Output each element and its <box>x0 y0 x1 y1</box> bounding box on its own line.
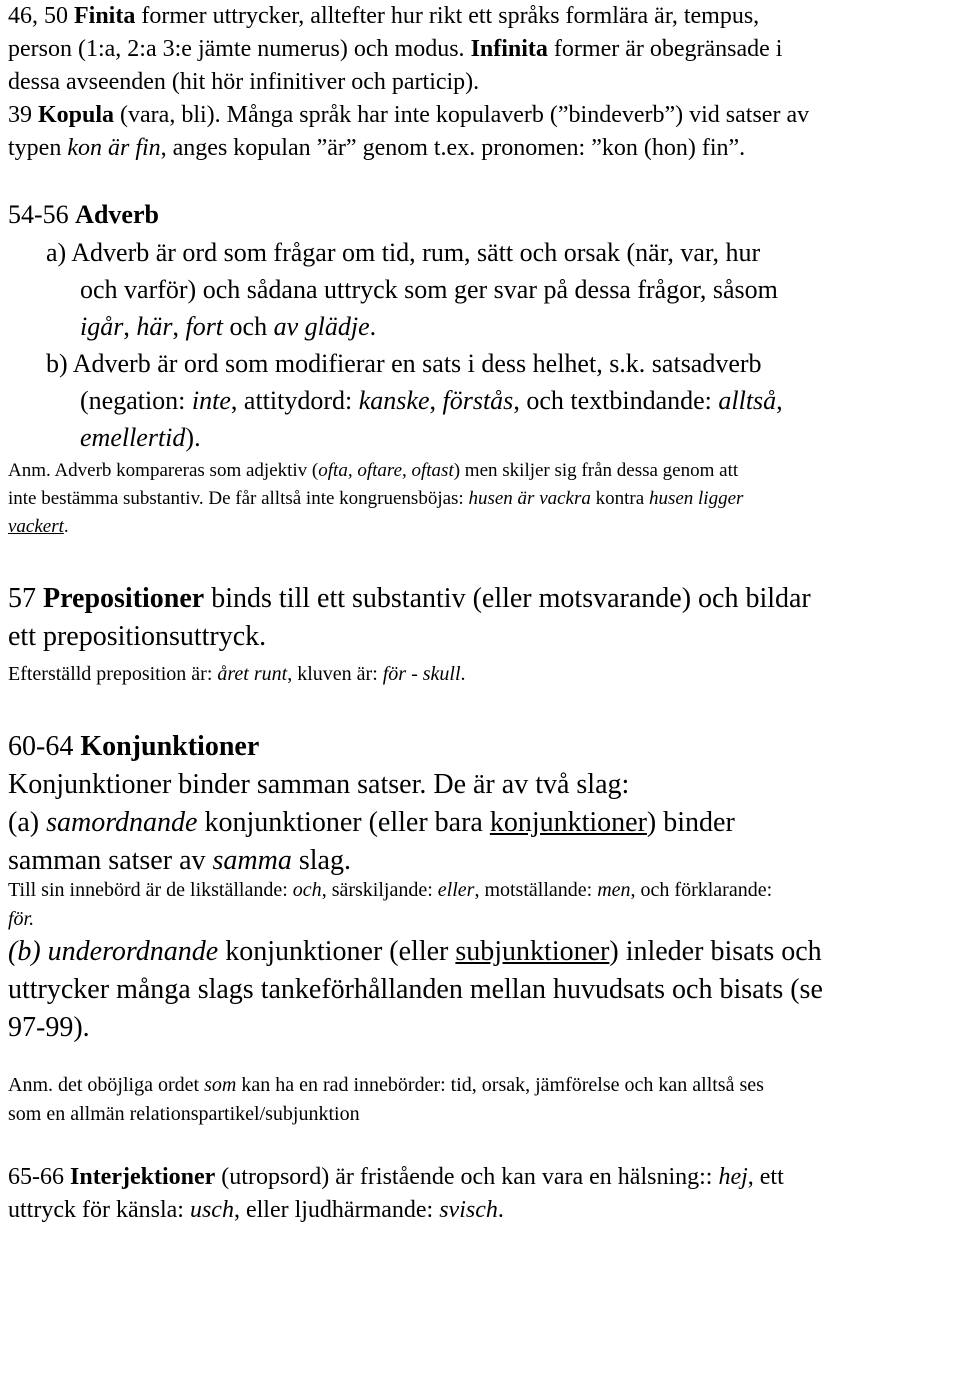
text-line: för. <box>8 908 35 930</box>
text-line: 65-66 Interjektioner (utropsord) är fristående och kan vara en hälsning:: hej, ett <box>8 1164 784 1190</box>
text-line: (b) underordnande konjunktioner (eller subjunktioner) inleder bisats och <box>8 936 822 967</box>
text-line: ett prepositionsuttryck. <box>8 621 267 652</box>
text-line: 39 Kopula (vara, bli). Många språk har inte kopulaverb (”bindeverb”) vid satser av <box>8 102 810 128</box>
konjunktioner-note-a <box>8 876 772 934</box>
text-line: Anm. Adverb kompareras som adjektiv (ofta, oftare, oftast) men skiljer sig från dessa genom att <box>8 460 739 481</box>
finita-kopula-paragraph <box>8 0 809 165</box>
text-line: Anm. det oböjliga ordet som kan ha en rad innebörder: tid, orsak, jämförelse och kan alltså ses <box>8 1074 764 1096</box>
text-line: person (1:a, 2:a 3:e jämte numerus) och modus. Infinita former är obegränsade i <box>8 36 783 62</box>
text-line: 57 Prepositioner binds till ett substantiv (eller motsvarande) och bildar <box>8 583 811 614</box>
konjunktioner-paragraph-a <box>8 766 735 880</box>
text-line: a) Adverb är ord som frågar om tid, rum, sätt och orsak (när, var, hur <box>46 238 761 267</box>
prepositioner-example: Efterställd preposition är: året runt, kluven är: för - skull. <box>8 663 466 685</box>
text-line: inte bestämma substantiv. De får alltså inte kongruensböjas: husen är vackra kontra husen ligger <box>8 488 744 509</box>
adverb-definition-a <box>8 234 778 345</box>
text-line: som en allmän relationspartikel/subjunktion <box>8 1103 360 1125</box>
text-line: 46, 50 Finita former uttrycker, alltefter hur rikt ett språks formlära är, tempus, <box>8 3 760 29</box>
text-line: emellertid). <box>80 423 201 452</box>
text-line: typen kon är fin, anges kopulan ”är” genom t.ex. pronomen: ”kon (hon) fin”. <box>8 135 746 161</box>
interjektioner-paragraph <box>8 1161 784 1227</box>
konjunktioner-heading: 60-64 Konjunktioner <box>8 731 260 762</box>
text-line: dessa avseenden (hit hör infinitiver och particip). <box>8 69 480 95</box>
text-line: (negation: inte, attitydord: kanske, förstås, och textbindande: alltså, <box>80 386 783 415</box>
text-line: b) Adverb är ord som modifierar en sats i dess helhet, s.k. satsadverb <box>46 349 762 378</box>
adverb-heading: 54-56 Adverb <box>8 200 159 229</box>
text-line: samman satser av samma slag. <box>8 845 351 876</box>
text-line: uttryck för känsla: usch, eller ljudhärmande: svisch. <box>8 1197 504 1223</box>
text-line: och varför) och sådana uttryck som ger svar på dessa frågor, såsom <box>80 275 778 304</box>
text-line: 97-99). <box>8 1012 90 1043</box>
text-line: uttrycker många slags tankeförhållanden mellan huvudsats och bisats (se <box>8 974 823 1005</box>
adverb-note <box>8 457 743 541</box>
text-line: igår, här, fort och av glädje. <box>80 312 377 341</box>
konjunktioner-paragraph-b <box>8 933 823 1047</box>
adverb-definition-b <box>8 345 783 456</box>
text-line: vackert. <box>8 516 69 537</box>
text-line: Konjunktioner binder samman satser. De är av två slag: <box>8 769 630 800</box>
text-line: Till sin innebörd är de likställande: och, särskiljande: eller, motställande: men, och förklarande: <box>8 879 773 901</box>
prepositioner-paragraph <box>8 580 811 656</box>
text-line: (a) samordnande konjunktioner (eller bara konjunktioner) binder <box>8 807 735 838</box>
konjunktioner-note-b <box>8 1071 764 1129</box>
